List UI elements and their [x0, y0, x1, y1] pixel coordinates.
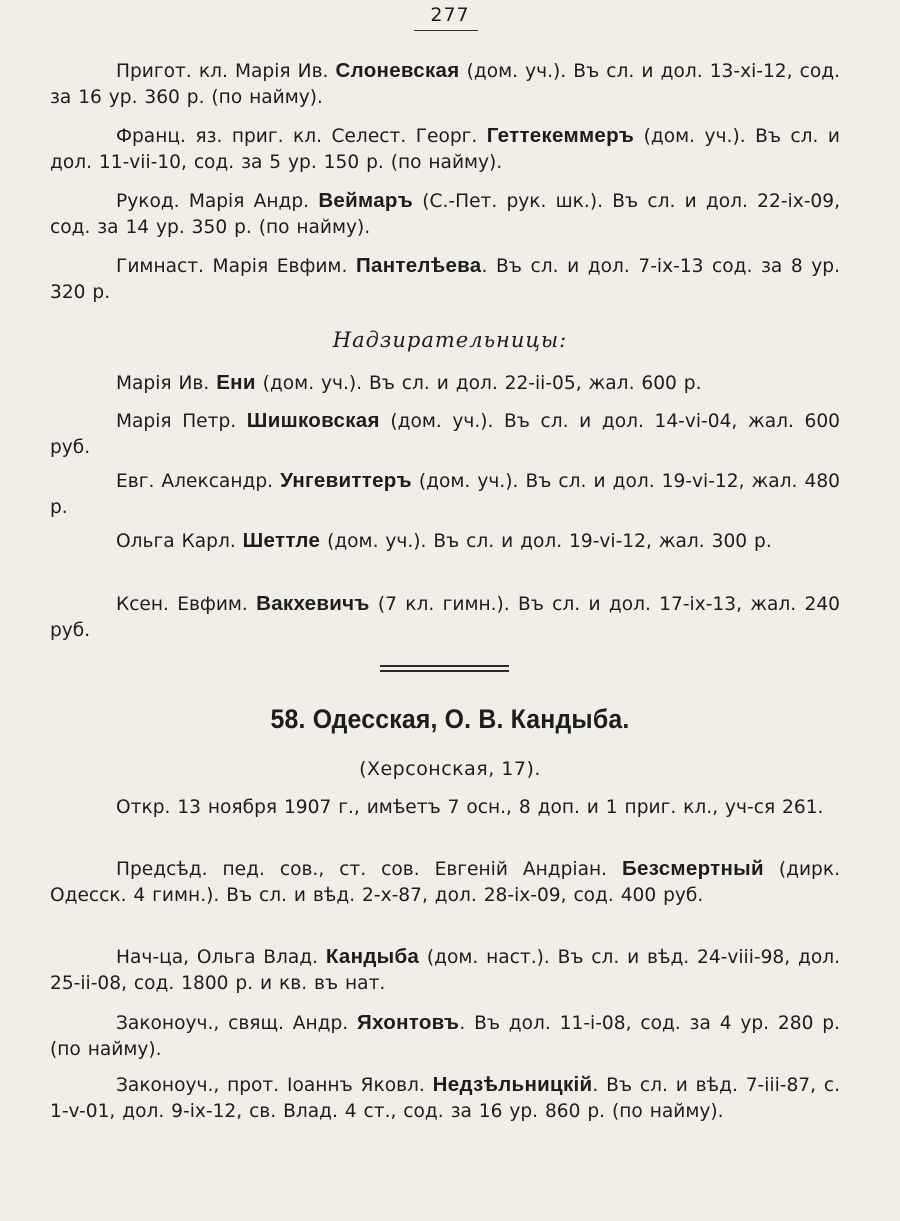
entry-surname: Унгевиттеръ — [280, 469, 412, 492]
entry-surname: Слоневская — [335, 59, 460, 82]
entry-text: Нач-ца, Ольга Влад. — [116, 947, 326, 968]
entry-paragraph — [50, 123, 840, 176]
entry-text: . Въ сл. и дол. 7-ix-13 сод. за 8 ур. 320 р. — [50, 256, 840, 303]
section-title: 58. Одесская, О. В. Кандыба. — [270, 704, 630, 734]
entry-text: Законоуч., прот. Іоаннъ Яковл. — [116, 1075, 433, 1096]
entry-text: Законоуч., свящ. Андр. — [116, 1013, 358, 1034]
entry-text: (дом. уч.). Въ сл. и дол. 19-vi-12, жал. 480 р. — [50, 471, 840, 518]
entry-text: (дом. уч.). Въ сл. и дол. 19-vi-12, жал. 300 р. — [320, 531, 772, 552]
entry-paragraph — [50, 1010, 840, 1063]
entry-surname: Пантелѣева — [355, 254, 482, 277]
entry-text: (дом. уч.). Въ сл. и дол. 22-ii-05, жал. 600 р. — [255, 373, 702, 394]
entry-text: Франц. яз. приг. кл. Селест. Георг. — [116, 126, 487, 147]
supervisor-entry — [50, 408, 840, 461]
entry-paragraph — [50, 944, 840, 997]
entry-surname: Вакхевичъ — [256, 592, 370, 615]
supervisor-entry — [50, 370, 840, 397]
entry-text: Евг. Александр. — [116, 471, 281, 492]
page-number: 277 — [430, 4, 470, 26]
section-address: (Херсонская, 17). — [359, 758, 541, 780]
page-number-rule — [414, 30, 478, 31]
entry-text: Пригот. кл. Марія Ив. — [116, 61, 336, 82]
entry-surname: Шеттле — [242, 529, 321, 552]
entry-text: Предсѣд. пед. сов., ст. сов. Евгеній Андріан. — [116, 859, 623, 880]
supervisor-entry — [50, 468, 840, 521]
section-separator-top — [380, 665, 509, 667]
entry-text: (дирк. Одесск. 4 гимн.). Въ сл. и вѣд. 2-x-87, дол. 28-ix-09, сод. 400 руб. — [50, 859, 840, 906]
entry-surname: Яхонтовъ — [357, 1011, 460, 1034]
entry-text: Марія Петр. — [116, 411, 247, 432]
entry-paragraph — [50, 1072, 840, 1125]
entry-text: Марія Ив. — [116, 373, 217, 394]
entry-paragraph — [50, 795, 840, 821]
supervisor-entry — [50, 528, 840, 555]
entry-paragraph — [50, 188, 840, 241]
entry-paragraph — [50, 253, 840, 306]
entry-text: (дом. уч.). Въ сл. и дол. 11-vii-10, сод. за 5 ур. 150 р. (по найму). — [50, 126, 840, 173]
entry-text: (дом. уч.). Въ сл. и дол. 14-vi-04, жал. 600 руб. — [50, 411, 840, 458]
entry-text: Откр. 13 ноября 1907 г., имѣетъ 7 осн., 8 доп. и 1 приг. кл., уч-ся 261. — [116, 797, 824, 818]
entry-text: (7 кл. гимн.). Въ сл. и дол. 17-ix-13, жал. 240 руб. — [50, 594, 840, 641]
entry-text: . Въ сл. и вѣд. 7-iii-87, с. 1-v-01, дол. 9-ix-12, св. Влад. 4 ст., сод. за 16 ур. 860 р. (по найму). — [50, 1075, 840, 1122]
entry-surname: Шишковская — [246, 409, 380, 432]
entry-surname: Кандыба — [325, 945, 420, 968]
entry-text: (дом. уч.). Въ сл. и дол. 13-xi-12, сод. за 16 ур. 360 р. (по найму). — [50, 61, 840, 108]
supervisor-entry — [50, 591, 840, 644]
supervisors-heading: Надзирательницы: — [332, 328, 568, 352]
entry-text: Ксен. Евфим. — [116, 594, 257, 615]
entry-text: Ольга Карл. — [116, 531, 243, 552]
entry-text: . Въ дол. 11-i-08, сод. за 4 ур. 280 р. (по найму). — [50, 1013, 840, 1060]
entry-paragraph — [50, 856, 840, 909]
entry-text: Гимнаст. Марія Евфим. — [116, 256, 356, 277]
entry-surname: Геттекеммеръ — [486, 124, 635, 147]
entry-text: Рукод. Марія Андр. — [116, 191, 319, 212]
entry-surname: Ени — [216, 371, 256, 394]
entry-surname: Веймаръ — [318, 189, 413, 212]
entry-text: (дом. наст.). Въ сл. и вѣд. 24-viii-98, дол. 25-ii-08, сод. 1800 р. и кв. въ нат. — [50, 947, 840, 994]
entry-surname: Безсмертный — [622, 857, 764, 880]
entry-text: (С.-Пет. рук. шк.). Въ сл. и дол. 22-ix-09, сод. за 14 ур. 350 р. (по найму). — [50, 191, 840, 238]
section-separator-bottom — [380, 670, 509, 672]
entry-surname: Недзѣльницкій — [432, 1073, 593, 1096]
entry-paragraph — [50, 58, 840, 111]
